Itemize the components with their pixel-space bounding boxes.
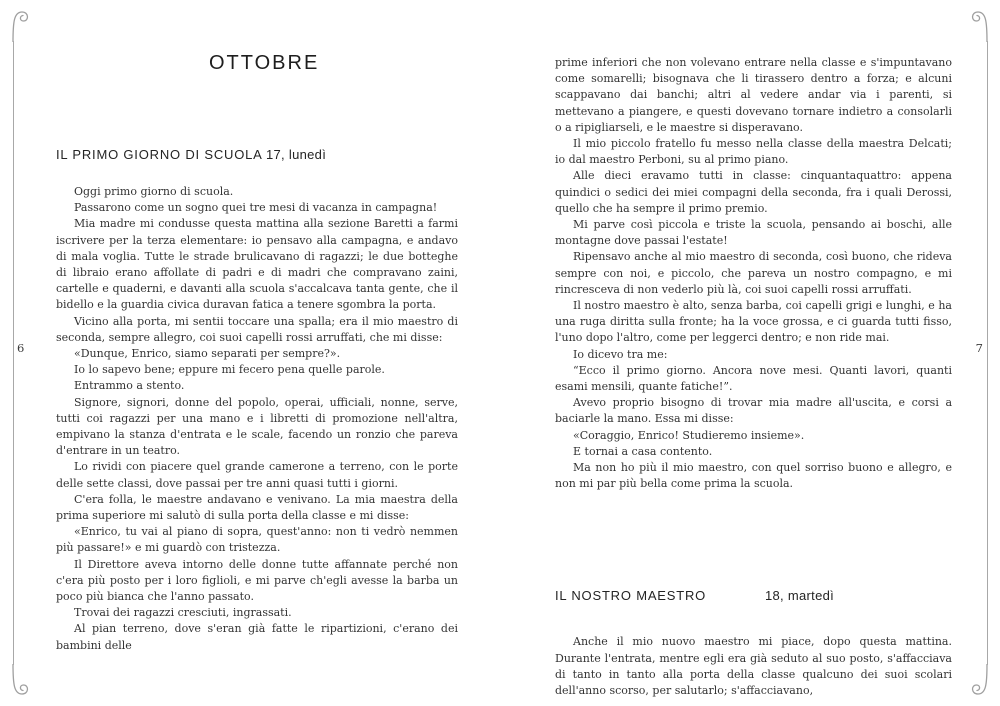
paragraph: Mi parve così piccola e triste la scuola, pensando ai boschi, alle montagne dove passai l'estate! xyxy=(555,218,952,248)
right-page-body-after-heading xyxy=(555,634,952,699)
paragraph: Passarono come un sogno quei tre mesi di vacanza in campagna! xyxy=(74,201,438,215)
paragraph: «Enrico, tu vai al piano di sopra, quest'anno: non ti vedrò nemmen più passare!» e mi guardò con tristezza. xyxy=(56,525,458,555)
paragraph: Alle dieci eravamo tutti in classe: cinquantaquattro: appena quindici o sedici dei miei compagni della seconda, fra i quali Derossi, quello che ha sempre il primo premio. xyxy=(555,169,952,215)
page-left-content xyxy=(56,40,458,654)
page-number-right: 7 xyxy=(975,341,983,355)
section-title: IL NOSTRO MAESTRO xyxy=(555,588,707,604)
section-date: 17, lunedì xyxy=(266,147,327,162)
paragraph: Lo rividi con piacere quel grande camerone a terreno, con le porte delle sette classi, dove passai per tre anni quasi tutti i giorni. xyxy=(56,460,458,490)
paragraph: Signore, signori, donne del popolo, operai, ufficiali, nonne, serve, tutti coi ragazzi per una mano e i libretti di promozione nell'altra, empivano la stanza d'entrata e le scale, facendo un ronzio che pareva d'entrare in un teatro. xyxy=(56,395,458,458)
paragraph: E tornai a casa contento. xyxy=(573,444,713,458)
corner-flourish-icon xyxy=(1,6,37,42)
left-edge-rule xyxy=(13,41,14,665)
right-page-body xyxy=(555,55,952,492)
section-heading-first-day xyxy=(56,147,458,164)
paragraph: Mia madre mi condusse questa mattina alla sezione Baretti a farmi iscrivere per la terza elementare: io pensavo alla campagna, e andavo di mala voglia. Tutte le strade brulicavano di ragazzi; le due botteghe di libraio erano affollate di padri e di madri che compravano zaini, cartelle e quaderni, e davanti alla scuola s'accalcava tanta gente, che il bidello e la guardia civica duravan fatica a tenere sgombra la porta. xyxy=(56,217,458,312)
section-heading-our-teacher xyxy=(555,588,952,605)
paragraph: prime inferiori che non volevano entrare nella classe e s'impuntavano come somarelli; bisognava che li tirassero dentro a forza; e alcuni scappavano dai banchi; altri al vedere andar via i parenti, si mettevano a piangere, e questi dovevano tornare indietro a consolarli o a ripigliarseli, e le maestre si disperavano. xyxy=(555,56,952,134)
paragraph: Oggi primo giorno di scuola. xyxy=(74,185,234,198)
paragraph: Vicino alla porta, mi sentii toccare una spalla; era il mio maestro di seconda, sempre allegro, coi suoi capelli rossi arruffati, che mi disse: xyxy=(56,314,458,344)
section-title: IL PRIMO GIORNO DI SCUOLA xyxy=(56,147,263,162)
paragraph: Anche il mio nuovo maestro mi piace, dopo questa mattina. Durante l'entrata, mentre egli era già seduto al suo posto, s'affacciava di tanto in tanto alla porta della classe qualcuno dei suoi scolari dell'anno scorso, per salutarlo; s'affacciavano, xyxy=(555,635,952,698)
paragraph: Ripensavo anche al mio maestro di seconda, così buono, che rideva sempre con noi, e piccolo, che pareva un nostro compagno, e mi rincresceva di non vederlo più là, coi suoi capelli rossi arruffati. xyxy=(555,250,952,296)
paragraph: “Ecco il primo giorno. Ancora nove mesi. Quanti lavori, quanti esami mensili, quante fatiche!”. xyxy=(555,363,952,394)
corner-flourish-icon xyxy=(1,664,37,700)
paragraph: Entrammo a stento. xyxy=(74,379,185,393)
section-date: 18, martedì xyxy=(765,588,835,604)
paragraph: Io lo sapevo bene; eppure mi fecero pena quelle parole. xyxy=(74,363,385,377)
paragraph: Il Direttore aveva intorno delle donne tutte affannate perché non c'era più posto per i loro figlioli, e mi parve ch'egli avesse la barba un poco più bianca che l'anno passato. xyxy=(56,557,458,604)
paragraph: Io dicevo tra me: xyxy=(573,347,668,361)
page-right-content xyxy=(555,55,952,699)
corner-flourish-icon xyxy=(963,664,999,700)
paragraph: Trovai dei ragazzi cresciuti, ingrassati. xyxy=(74,606,292,620)
corner-flourish-icon xyxy=(963,6,999,42)
paragraph: Avevo proprio bisogno di trovar mia madre all'uscita, e corsi a baciarle la mano. Essa mi disse: xyxy=(555,396,952,426)
chapter-title: OTTOBRE xyxy=(209,52,320,74)
right-edge-rule xyxy=(987,41,988,665)
paragraph: Ma non ho più il mio maestro, con quel sorriso buono e allegro, e non mi par più bella come prima la scuola. xyxy=(555,461,952,491)
paragraph: Il mio piccolo fratello fu messo nella classe della maestra Delcati; io dal maestro Perboni, su al primo piano. xyxy=(555,137,952,167)
paragraph: «Coraggio, Enrico! Studieremo insieme». xyxy=(573,428,805,442)
paragraph: Al pian terreno, dove s'eran già fatte le ripartizioni, c'erano dei bambini delle xyxy=(56,622,458,652)
paragraph: «Dunque, Enrico, siamo separati per sempre?». xyxy=(74,347,341,361)
paragraph: C'era folla, le maestre andavano e venivano. La mia maestra della prima superiore mi salutò di sulla porta della classe e mi disse: xyxy=(56,492,458,523)
left-page-body xyxy=(56,184,458,654)
page-number-left: 6 xyxy=(17,341,25,355)
paragraph: Il nostro maestro è alto, senza barba, coi capelli grigi e lunghi, e ha una ruga diritta sulla fronte; ha la voce grossa, e ci guarda tutti fisso, l'uno dopo l'altro, come per leggerci dentro; e non ride mai. xyxy=(555,299,952,345)
